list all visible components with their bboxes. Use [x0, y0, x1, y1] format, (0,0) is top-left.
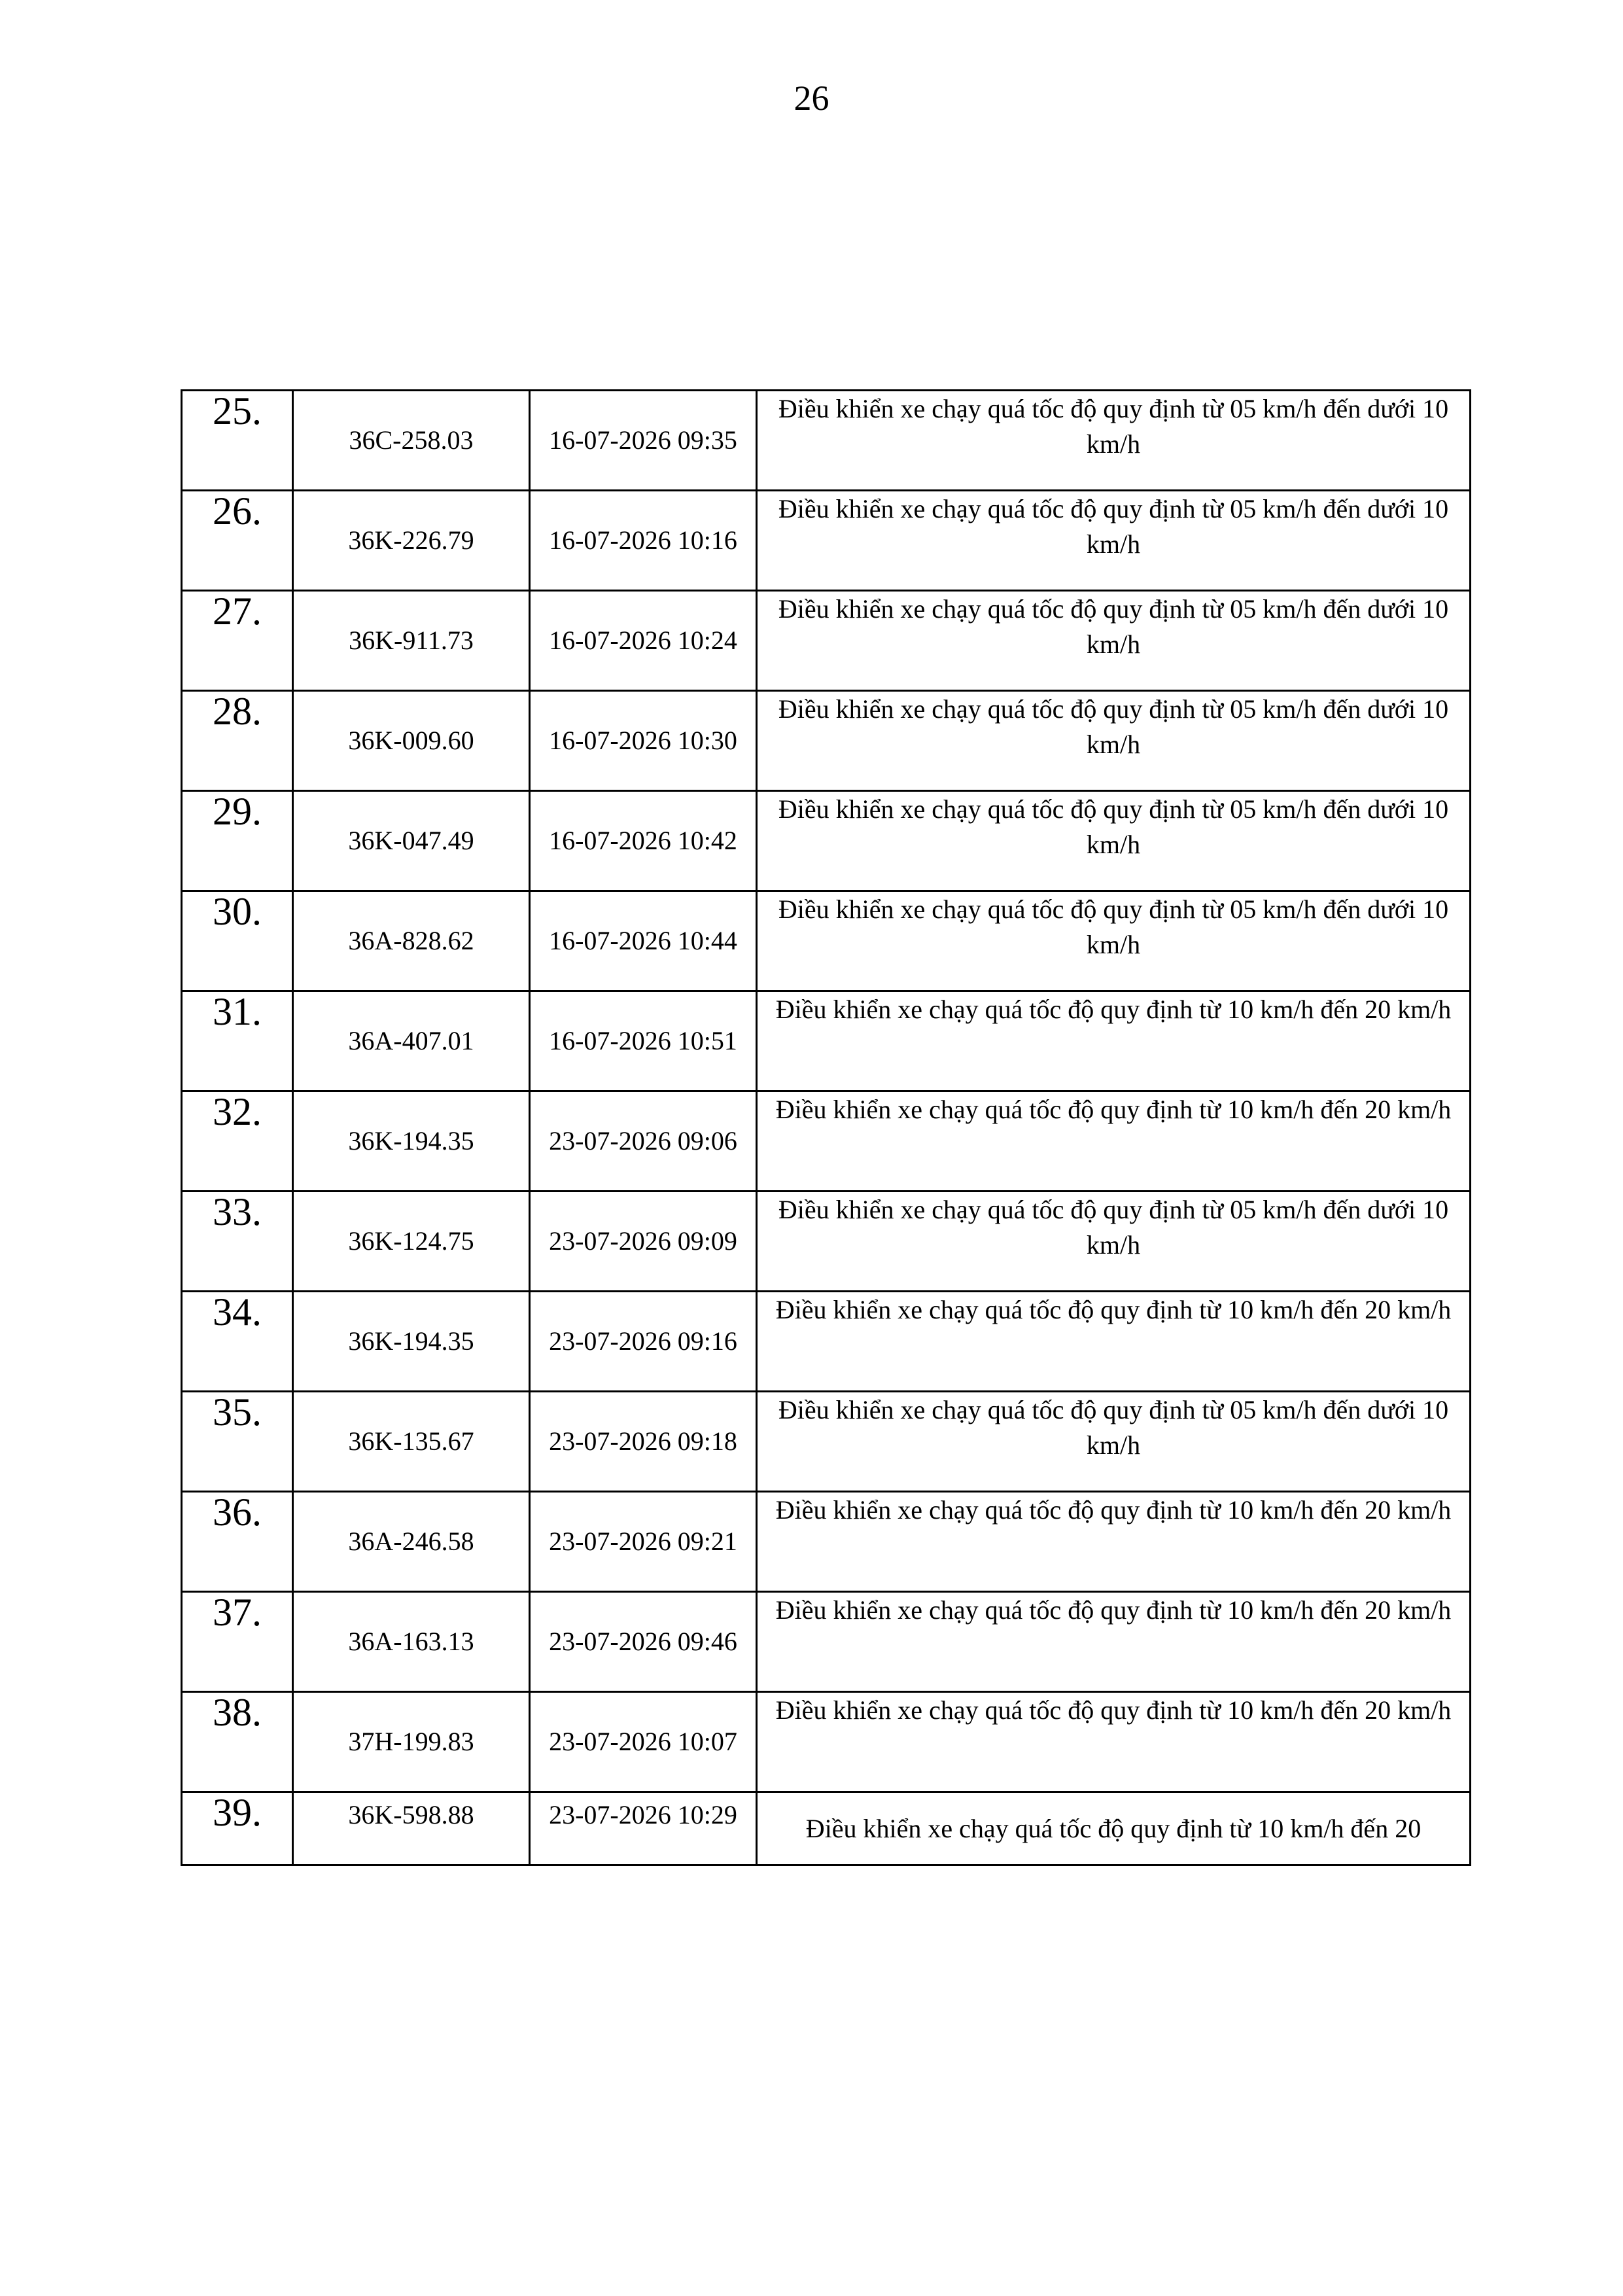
table-row [182, 791, 1471, 891]
row-index: 28. [182, 691, 293, 791]
license-plate: 36A-246.58 [293, 1492, 530, 1592]
license-plate: 36A-163.13 [293, 1592, 530, 1692]
violation-time: 16-07-2026 09:35 [530, 391, 757, 491]
license-plate: 37H-199.83 [293, 1692, 530, 1792]
license-plate: 36K-009.60 [293, 691, 530, 791]
row-index: 36. [182, 1492, 293, 1592]
violation-description: Điều khiển xe chạy quá tốc độ quy định từ 10 km/h đến 20 km/h [757, 1292, 1471, 1392]
violation-description: Điều khiển xe chạy quá tốc độ quy định từ 10 km/h đến 20 [757, 1792, 1471, 1865]
violation-description: Điều khiển xe chạy quá tốc độ quy định từ 10 km/h đến 20 km/h [757, 1692, 1471, 1792]
violation-time: 16-07-2026 10:16 [530, 491, 757, 591]
license-plate: 36K-135.67 [293, 1392, 530, 1492]
table-row [182, 1392, 1471, 1492]
row-index: 25. [182, 391, 293, 491]
table-row [182, 491, 1471, 591]
license-plate: 36K-124.75 [293, 1192, 530, 1292]
violation-time: 23-07-2026 09:46 [530, 1592, 757, 1692]
table-row [182, 691, 1471, 791]
violation-time: 16-07-2026 10:51 [530, 991, 757, 1091]
violation-time: 16-07-2026 10:30 [530, 691, 757, 791]
row-index: 30. [182, 891, 293, 991]
violations-table [181, 389, 1471, 1866]
license-plate: 36C-258.03 [293, 391, 530, 491]
row-index: 31. [182, 991, 293, 1091]
table-row [182, 991, 1471, 1091]
violation-time: 23-07-2026 10:07 [530, 1692, 757, 1792]
table-row [182, 1091, 1471, 1192]
violation-time: 23-07-2026 10:29 [530, 1792, 757, 1865]
table-row [182, 1492, 1471, 1592]
violation-description: Điều khiển xe chạy quá tốc độ quy định từ 10 km/h đến 20 km/h [757, 1091, 1471, 1192]
violation-time: 23-07-2026 09:18 [530, 1392, 757, 1492]
violation-time: 16-07-2026 10:24 [530, 591, 757, 691]
license-plate: 36K-194.35 [293, 1091, 530, 1192]
table-row [182, 1292, 1471, 1392]
row-index: 33. [182, 1192, 293, 1292]
violation-description: Điều khiển xe chạy quá tốc độ quy định từ 10 km/h đến 20 km/h [757, 991, 1471, 1091]
license-plate: 36A-828.62 [293, 891, 530, 991]
table-row [182, 1592, 1471, 1692]
table-row [182, 891, 1471, 991]
violation-description: Điều khiển xe chạy quá tốc độ quy định từ 05 km/h đến dưới 10 km/h [757, 591, 1471, 691]
violation-description: Điều khiển xe chạy quá tốc độ quy định từ 05 km/h đến dưới 10 km/h [757, 1192, 1471, 1292]
row-index: 35. [182, 1392, 293, 1492]
violation-description: Điều khiển xe chạy quá tốc độ quy định từ 05 km/h đến dưới 10 km/h [757, 1392, 1471, 1492]
violation-description: Điều khiển xe chạy quá tốc độ quy định từ 10 km/h đến 20 km/h [757, 1592, 1471, 1692]
violation-time: 23-07-2026 09:09 [530, 1192, 757, 1292]
table-row [182, 1192, 1471, 1292]
table-row [182, 391, 1471, 491]
violation-description: Điều khiển xe chạy quá tốc độ quy định từ 05 km/h đến dưới 10 km/h [757, 791, 1471, 891]
license-plate: 36K-194.35 [293, 1292, 530, 1392]
violation-time: 16-07-2026 10:42 [530, 791, 757, 891]
violation-time: 23-07-2026 09:06 [530, 1091, 757, 1192]
license-plate: 36A-407.01 [293, 991, 530, 1091]
violation-description: Điều khiển xe chạy quá tốc độ quy định từ 05 km/h đến dưới 10 km/h [757, 891, 1471, 991]
row-index: 38. [182, 1692, 293, 1792]
row-index: 39. [182, 1792, 293, 1865]
row-index: 27. [182, 591, 293, 691]
table-row [182, 591, 1471, 691]
violation-time: 23-07-2026 09:16 [530, 1292, 757, 1392]
row-index: 32. [182, 1091, 293, 1192]
license-plate: 36K-226.79 [293, 491, 530, 591]
license-plate: 36K-598.88 [293, 1792, 530, 1865]
row-index: 37. [182, 1592, 293, 1692]
violation-time: 16-07-2026 10:44 [530, 891, 757, 991]
violation-description: Điều khiển xe chạy quá tốc độ quy định từ 05 km/h đến dưới 10 km/h [757, 491, 1471, 591]
row-index: 26. [182, 491, 293, 591]
license-plate: 36K-047.49 [293, 791, 530, 891]
table-row [182, 1692, 1471, 1792]
page-number: 26 [794, 79, 829, 118]
violation-description: Điều khiển xe chạy quá tốc độ quy định từ 05 km/h đến dưới 10 km/h [757, 391, 1471, 491]
violation-description: Điều khiển xe chạy quá tốc độ quy định từ 10 km/h đến 20 km/h [757, 1492, 1471, 1592]
violation-time: 23-07-2026 09:21 [530, 1492, 757, 1592]
row-index: 34. [182, 1292, 293, 1392]
row-index: 29. [182, 791, 293, 891]
violation-description: Điều khiển xe chạy quá tốc độ quy định từ 05 km/h đến dưới 10 km/h [757, 691, 1471, 791]
table-row [182, 1792, 1471, 1865]
license-plate: 36K-911.73 [293, 591, 530, 691]
